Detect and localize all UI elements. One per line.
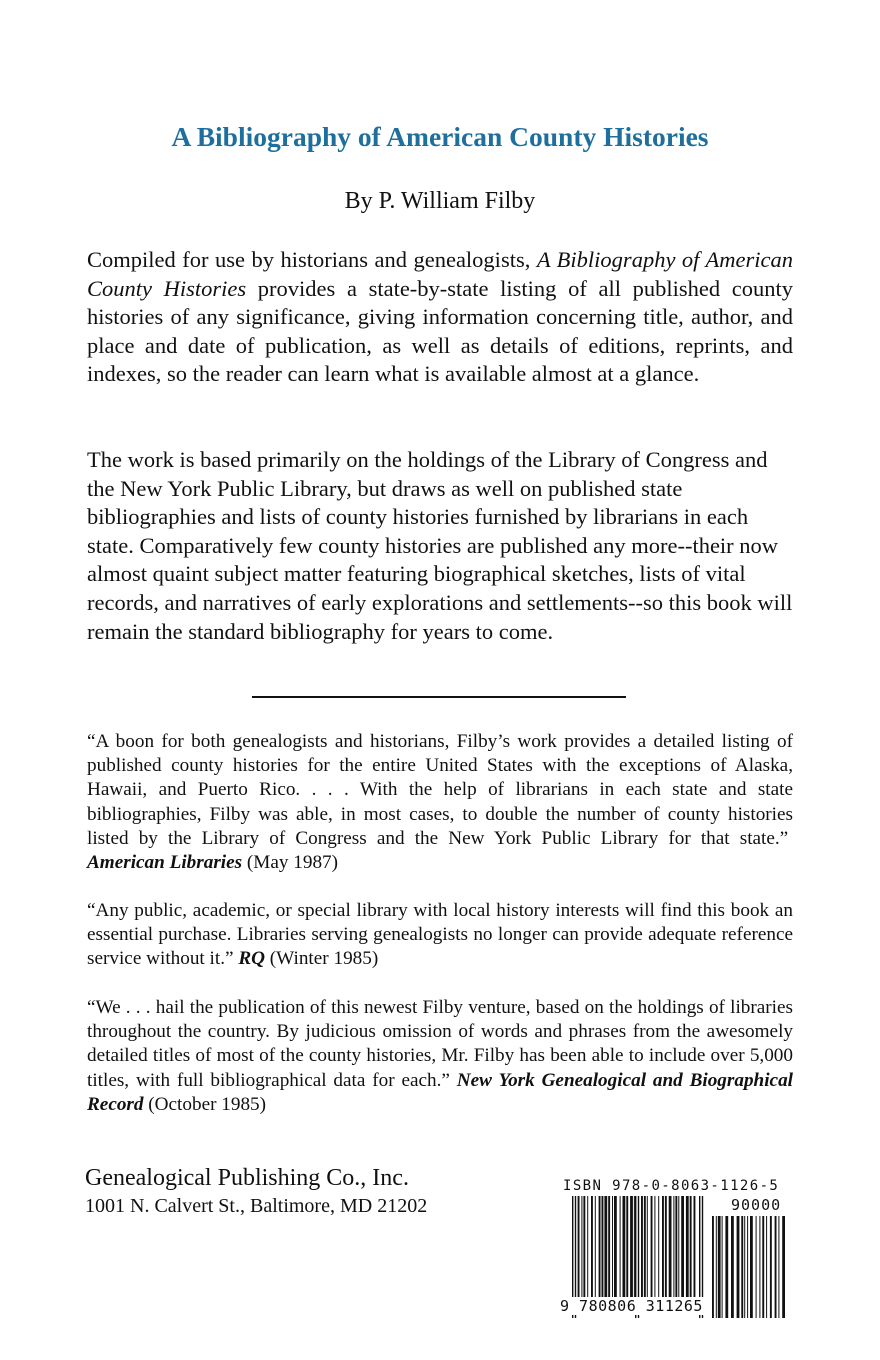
description-text-before: Compiled for use by historians and genealogists,: [87, 247, 537, 272]
review-text: “Any public, academic, or special library with local history interests will find this book an essential purchase. Libraries serving genealogists no longer can provide adequate reference service without it.”: [87, 900, 793, 970]
review-date: (Winter 1985): [269, 948, 379, 970]
section-divider: [252, 696, 626, 698]
description-text-after: provides a state-by-state listing of all published county histories of any significance, giving information concerning title, author, and place and date of publication, as well as details of editions, reprints, and indexes, so the reader can learn what is available almost at a glance.: [87, 275, 793, 387]
author-line: By P. William Filby: [344, 188, 536, 214]
review-text: “A boon for both genealogists and historians, Filby’s work provides a detailed listing of published county histories for the entire United States with the exceptions of Alaska, Hawaii, and Puerto Rico. . . . With the help of librarians in each state and state bibliographies, Filby was able, in most cases, to double the number of county histories listed by the Library of Congress and the New York Public Library for that state.”: [87, 731, 793, 849]
review-source: American Libraries: [87, 852, 243, 874]
description-paragraph-1: [87, 246, 793, 389]
review-quote-1: [87, 730, 793, 875]
description-paragraph-2: The work is based primarily on the holdings of the Library of Congress and the New York Public Library, but draws as well on published state bibliographies and lists of county histories furnished by librarians in each state. Comparatively few county histories are published any more--their now almost quaint subject matter featuring biographical sketches, lists of vital records, and narratives of early explorations and settlements--so this book will remain the standard bibliography for years to come.: [87, 447, 793, 644]
review-text: “We . . . hail the publication of this newest Filby venture, based on the holdings of libraries throughout the country. By judicious omission of words and phrases from the awesomely detailed titles of most of the county histories, Mr. Filby has been able to include over 5,000 titles, with full bibliographical data for each.”: [87, 997, 793, 1091]
review-quote-3: [87, 996, 793, 1117]
barcode-addon-digits: 90000: [731, 1196, 782, 1214]
publisher-address: 1001 N. Calvert St., Baltimore, MD 21202: [85, 1195, 428, 1217]
review-date: (October 1985): [148, 1093, 267, 1115]
isbn-label: ISBN 978-0-8063-1126-5: [563, 1178, 780, 1194]
review-date: (May 1987): [246, 852, 339, 874]
review-quote-2: [87, 899, 793, 972]
barcode-ean-digits: 9 780806 311265: [560, 1297, 706, 1315]
review-source: RQ: [238, 948, 265, 970]
book-title: A Bibliography of American County Histories: [171, 121, 709, 152]
publisher-name: Genealogical Publishing Co., Inc.: [85, 1165, 409, 1191]
review-source: New York Genealogical and Biographical Record: [87, 1069, 793, 1115]
description-title-italic: A Bibliography of American County Histories: [87, 247, 793, 301]
